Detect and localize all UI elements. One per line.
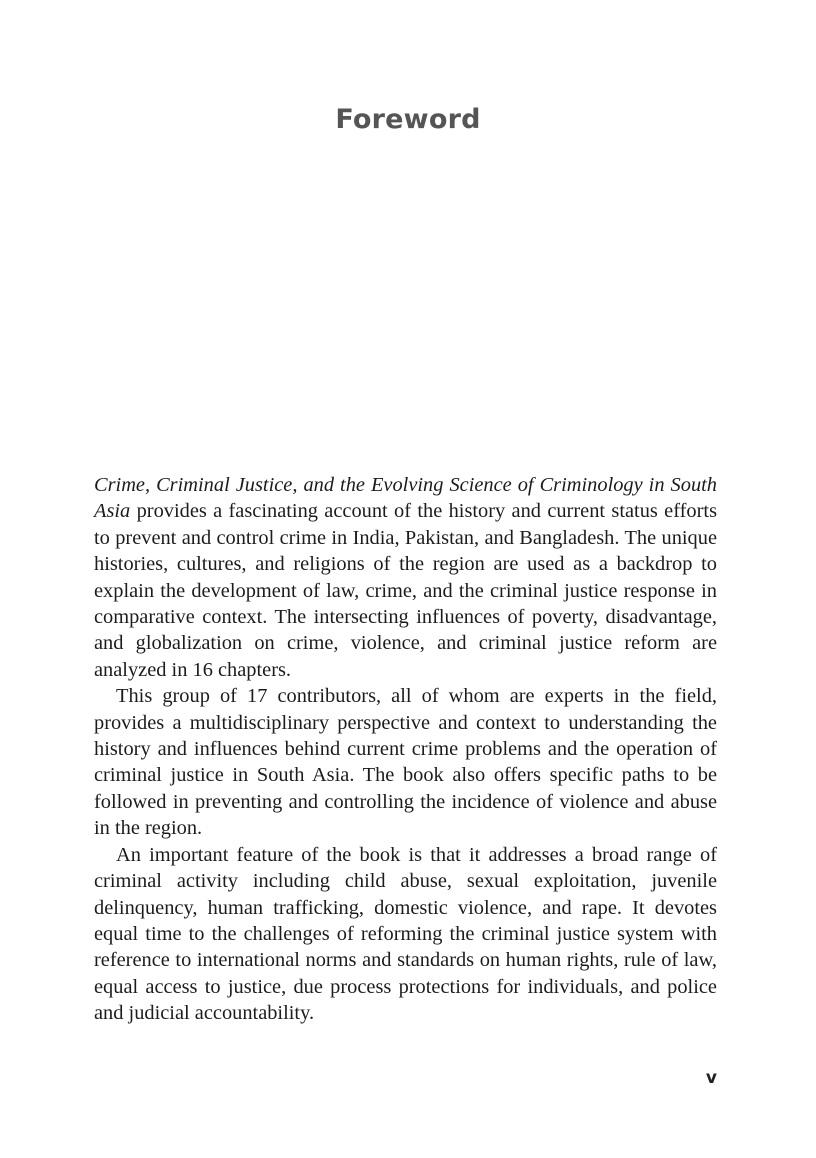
book-title-italic: Crime, Criminal Justice, and the Evolving Science of Criminology in South Asia bbox=[94, 474, 717, 523]
paragraph-1-text: provides a fascinating account of the history and current status efforts to prevent and control crime in India, Pakistan, and Bangladesh. The unique histories, cultures, and religions of the region are used as a backdrop to explain the development of law, crime, and the criminal justice response in comparative context. The intersecting influences of poverty, disadvantage, and globalization on crime, violence, and criminal justice reform are analyzed in 16 chapters. bbox=[94, 500, 717, 681]
page-number: v bbox=[705, 1068, 717, 1088]
foreword-paragraph-2: This group of 17 contributors, all of whom are experts in the field, provides a multidisciplinary perspective and context to understanding the history and influences behind current crime problems and the operation of criminal justice in South Asia. The book also offers specific paths to be followed in preventing and controlling the incidence of violence and abuse in the region. bbox=[94, 685, 717, 840]
foreword-paragraph-1 bbox=[94, 472, 717, 683]
foreword-paragraph-3: An important feature of the book is that it addresses a broad range of criminal activity including child abuse, sexual exploitation, juvenile delinquency, human trafficking, domestic violence, and rape. It devotes equal time to the challenges of reforming the criminal justice system with reference to international norms and standards on human rights, rule of law, equal access to justice, due process protections for individuals, and police and judicial accountability. bbox=[94, 843, 717, 1025]
page-title: Foreword bbox=[335, 104, 481, 135]
foreword-body bbox=[94, 472, 717, 1027]
